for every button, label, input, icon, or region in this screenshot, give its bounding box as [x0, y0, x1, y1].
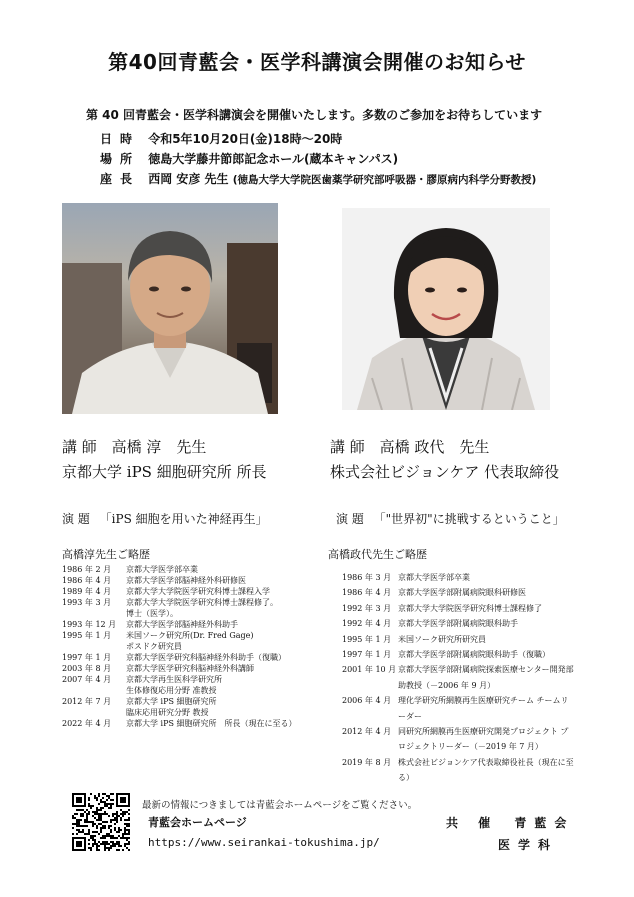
bio-year: 1993 年 3 月: [62, 598, 112, 607]
bio-text: 京都大学医学研究科脳神経外科助手（復職）: [126, 653, 286, 662]
bio-year: 1986 年 4 月: [62, 576, 112, 585]
bio-entry: [62, 663, 324, 674]
bio-text: 理化学研究所網膜再生医療研究チーム チームリ: [398, 696, 569, 706]
bio-year: 2019 年 8 月: [342, 757, 392, 767]
bio-year: 2003 年 8 月: [62, 664, 112, 673]
bio-text: 株式会社ビジョンケア代表取締役社長（現在に至: [398, 757, 574, 767]
bio-entry: [342, 601, 592, 616]
bio-entry: [342, 662, 592, 677]
bio-entry: [62, 586, 324, 597]
bio-text: 助教授（－2006 年 9 月）: [398, 680, 496, 690]
speaker2-bio-list: [342, 570, 592, 786]
date-value: 令和5年10月20日(金)18時～20時: [148, 132, 343, 146]
bio-entry: [62, 564, 324, 575]
bio-text: 京都大学再生医科学研究所: [126, 675, 222, 684]
footer-note: 最新の情報につきましては青藍会ホームページをご覧ください。: [142, 800, 418, 811]
bio-text: 京都大学大学院医学研究科博士課程修了: [398, 603, 542, 613]
bio-year: 1997 年 1 月: [62, 653, 112, 662]
bio-year: 1989 年 4 月: [62, 587, 112, 596]
intro-text: 第 40 回青藍会・医学科講演会を開催いたします。多数のご参加をお待ちしています: [86, 108, 543, 122]
bio-year: 2001 年 10 月: [342, 665, 397, 675]
host-label: 共 催: [446, 816, 499, 830]
bio-text: 京都大学大学院医学研究科博士課程修了。: [126, 598, 278, 607]
bio-text: 同研究所網膜再生医療研究開発プロジェクト プ: [398, 727, 569, 737]
host-seirankai: 青藍会: [514, 816, 575, 830]
bio-text: 京都大学 iPS 細胞研究所 所長（現在に至る）: [126, 719, 297, 728]
host-row: [446, 814, 574, 831]
bio-entry: [62, 619, 324, 630]
speaker1-affiliation: 京都大学 iPS 細胞研究所 所長: [62, 463, 267, 481]
bio-year: [342, 709, 398, 724]
speaker2-role-name: [330, 436, 489, 457]
bio-text: る）: [398, 773, 414, 783]
bio-entry: [342, 693, 592, 708]
speaker2-photo: [342, 208, 550, 410]
bio-text: ポスドク研究員: [126, 642, 182, 651]
bio-entry: [62, 652, 324, 663]
bio-text: 米国ソーク研究所(Dr. Fred Gage): [126, 631, 254, 640]
speaker1-theme-label: 演 題: [62, 512, 90, 526]
bio-text: 京都大学医学部卒業: [398, 573, 470, 582]
bio-year: [342, 678, 398, 693]
bio-text: 京都大学医学部附属病院眼科助手（復職）: [398, 650, 550, 660]
bio-entry: [62, 707, 324, 718]
bio-entry: [342, 647, 592, 662]
chair-affiliation: (徳島大学大学院医歯薬学研究部呼吸器・膠原病内科学分野教授): [232, 174, 537, 186]
speaker2-theme-label: 演 題: [336, 512, 364, 526]
bio-entry: [342, 739, 592, 754]
bio-year: 1986 年 3 月: [342, 573, 392, 582]
bio-entry: [62, 630, 324, 641]
speaker1-role: 講 師: [62, 438, 97, 456]
bio-year: 1992 年 4 月: [342, 619, 392, 629]
bio-year: 2022 年 4 月: [62, 719, 112, 728]
bio-text: ロジェクトリーダー（－2019 年 7 月）: [398, 742, 543, 752]
bio-entry: [342, 632, 592, 647]
speaker2-affiliation: 株式会社ビジョンケア 代表取締役: [330, 463, 560, 481]
bio-year: 1995 年 1 月: [342, 634, 392, 644]
bio-text: 京都大学医学部卒業: [126, 565, 198, 574]
bio-entry: [62, 641, 324, 652]
bio-entry: [62, 696, 324, 707]
bio-text: 京都大学医学部附属病院眼科研修医: [398, 588, 526, 598]
bio-entry: [62, 674, 324, 685]
bio-year: 2006 年 4 月: [342, 696, 392, 706]
speaker1-bio-title: 高橋淳先生ご略歴: [62, 548, 150, 561]
bio-text: 京都大学大学院医学研究科博士課程入学: [126, 587, 270, 596]
bio-entry: [342, 616, 592, 631]
bio-entry: [342, 770, 592, 785]
bio-entry: [342, 585, 592, 600]
bio-text: 京都大学医学部脳神経外科研修医: [126, 576, 246, 585]
bio-text: 京都大学 iPS 細胞研究所: [126, 697, 217, 706]
bio-year: [62, 707, 126, 718]
bio-entry: [342, 755, 592, 770]
bio-entry: [62, 718, 324, 729]
speaker1-name: 高橋 淳 先生: [111, 438, 207, 456]
date-label: 日時: [100, 132, 141, 146]
bio-entry: [62, 575, 324, 586]
speaker2-role: 講 師: [330, 438, 365, 456]
bio-year: 2012 年 4 月: [342, 727, 392, 737]
chair-value: 西岡 安彦 先生: [148, 172, 229, 186]
venue-row: [100, 150, 398, 167]
bio-entry: [342, 709, 592, 724]
bio-year: 2007 年 4 月: [62, 675, 112, 684]
bio-entry: [62, 685, 324, 696]
speaker1-role-name: [62, 436, 206, 457]
bio-year: 1995 年 1 月: [62, 631, 112, 640]
bio-entry: [342, 678, 592, 693]
speaker1-bio-list: [62, 564, 324, 729]
bio-text: 博士（医学）。: [126, 609, 178, 618]
bio-entry: [342, 724, 592, 739]
bio-year: [342, 770, 398, 785]
bio-text: 京都大学医学部附属病院探索医療センター開発部: [398, 665, 574, 675]
bio-entry: [62, 597, 324, 608]
speaker1-photo: [62, 203, 278, 414]
bio-year: [62, 685, 126, 696]
qr-code-icon[interactable]: [68, 793, 134, 851]
date-row: [100, 130, 342, 147]
bio-text: 米国ソーク研究所研究員: [398, 634, 486, 644]
bio-year: 2012 年 7 月: [62, 697, 112, 706]
speaker1-theme-text: 「iPS 細胞を用いた神経再生」: [99, 512, 268, 526]
bio-text: 京都大学医学部脳神経外科助手: [126, 620, 238, 629]
bio-year: [342, 739, 398, 754]
chair-row: [100, 170, 536, 187]
bio-year: 1986 年 2 月: [62, 565, 112, 574]
bio-text: 京都大学医学部附属病院眼科助手: [398, 619, 518, 629]
bio-year: [62, 608, 126, 619]
bio-entry: [342, 570, 592, 585]
speaker2-bio-title: 高橋政代先生ご略歴: [328, 548, 427, 561]
bio-year: 1986 年 4 月: [342, 588, 392, 598]
bio-entry: [62, 608, 324, 619]
bio-year: 1992 年 3 月: [342, 603, 392, 613]
venue-value: 徳島大学藤井節郎記念ホール(蔵本キャンパス): [148, 152, 399, 166]
homepage-label: 青藍会ホームページ: [148, 816, 247, 829]
bio-text: ーダー: [398, 711, 422, 721]
homepage-url-link[interactable]: https://www.seirankai-tokushima.jp/: [148, 836, 380, 849]
chair-label: 座長: [100, 172, 141, 186]
speaker1-theme: [62, 510, 268, 527]
venue-label: 場所: [100, 152, 141, 166]
bio-year: [62, 641, 126, 652]
bio-text: 臨床応用研究分野 教授: [126, 708, 209, 717]
speaker2-theme: [336, 510, 565, 527]
speaker2-name: 高橋 政代 先生: [379, 438, 490, 456]
bio-year: 1997 年 1 月: [342, 650, 392, 660]
bio-year: 1993 年 12 月: [62, 620, 117, 629]
bio-text: 京都大学医学研究科脳神経外科講師: [126, 664, 254, 673]
bio-text: 生体修復応用分野 准教授: [126, 686, 217, 695]
host-igakuka: 医学科: [498, 838, 559, 852]
speaker2-theme-text: 「"世界初"に挑戦するということ」: [373, 512, 565, 526]
page-title: 第40回青藍会・医学科講演会開催のお知らせ: [108, 50, 526, 74]
